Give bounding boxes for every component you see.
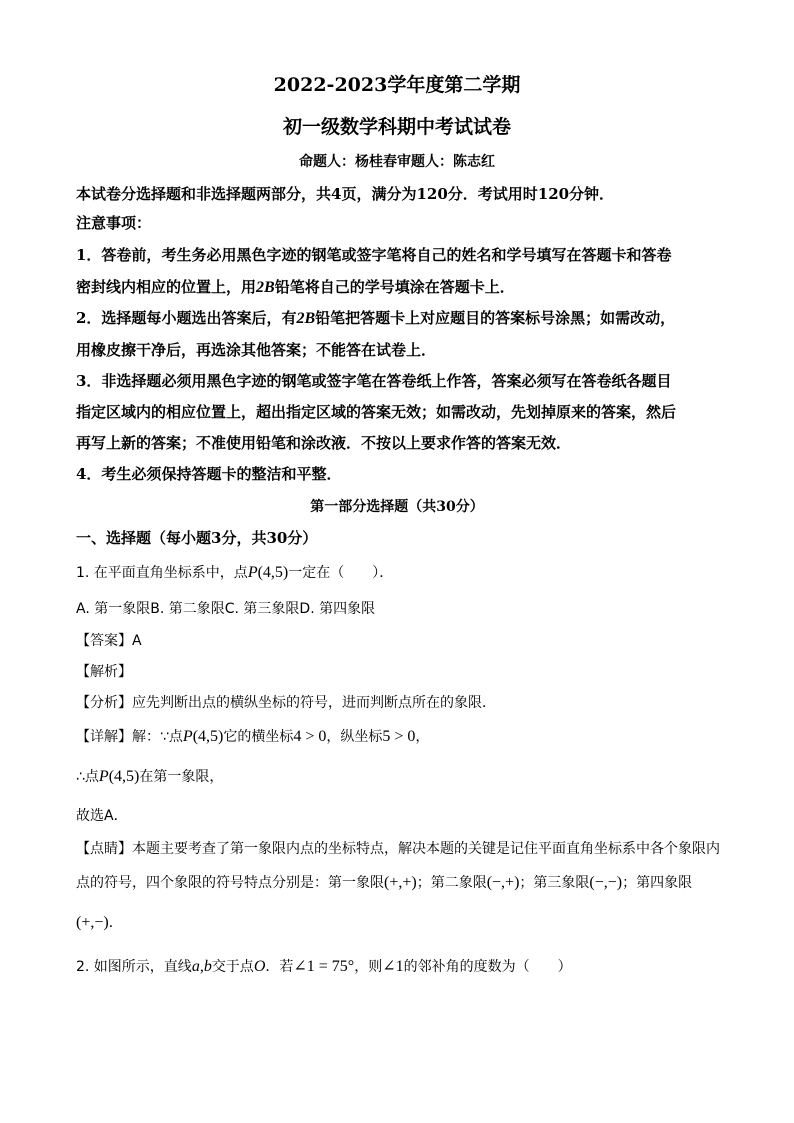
notice-item-3-line-2: 指定区域内的相应位置上，超出指定区域的答案无效；如需改动，先划掉原来的答案，然后 <box>76 403 677 421</box>
question-2-stem <box>76 956 722 976</box>
question-1-dianjing-line-2 <box>76 872 722 892</box>
analysis-tag: 【解析】 <box>76 664 132 680</box>
notice-text: 铅笔把答题卡上对应题目的答案标号涂黑；如需改动， <box>315 309 676 327</box>
question-1-dianjing-line-1 <box>76 838 722 858</box>
question-text: 一定在（ ）． <box>288 565 394 581</box>
solution-text: 它的横坐标 <box>223 729 294 745</box>
question-text: 的邻补角的度数为（ ） <box>403 959 572 975</box>
question-text: ，则 <box>354 959 383 975</box>
quadrant-sign: (+,−) <box>76 914 109 931</box>
part-one-heading: 第一部分选择题（共30分） <box>310 499 484 515</box>
notice-item-2-line-1 <box>76 307 722 328</box>
exam-title-term: 2022-2023学年度第二学期 <box>273 74 521 96</box>
angle-label: ∠1 <box>382 958 404 975</box>
answer-value: A <box>132 633 142 649</box>
intersection-point: O <box>253 958 266 975</box>
point-label: P <box>247 564 258 581</box>
solution-text: ∴点 <box>76 769 99 785</box>
exam-intro: 本试卷分选择题和非选择题两部分，共4页，满分为120分．考试用时120分钟． <box>76 185 615 203</box>
dianjing-text: 本题主要考查了第一象限内点的坐标特点，解决本题的关键是记住平面直角坐标系中各个象限内 <box>132 841 720 857</box>
solution-text: 解：∵点 <box>132 729 183 745</box>
ordinate-inequality: 5 > 0 <box>382 728 416 745</box>
pencil-grade: 2B <box>256 279 275 296</box>
notice-item-4: 4．考生必须保持答题卡的整洁和平整． <box>76 465 342 483</box>
point-coordinates: (4,5) <box>257 564 289 581</box>
dianjing-text: ；第四象限 <box>622 875 693 891</box>
question-1-choose: 故选A． <box>76 808 128 824</box>
notice-item-3-line-1: 3．非选择题必须用黑色字迹的钢笔或签字笔在答卷纸上作答，答案必须写在答卷纸各题目 <box>76 372 672 390</box>
question-1-dianjing-line-3 <box>76 912 722 932</box>
dianjing-tag: 【点睛】 <box>76 841 132 857</box>
point-label: P <box>182 728 193 745</box>
point-coordinates: (4,5) <box>108 768 140 785</box>
question-1-fenxi <box>76 692 722 712</box>
section-heading-choice: 一、选择题（每小题3分，共30分） <box>76 529 318 547</box>
solution-text: 在第一象限， <box>139 769 224 785</box>
notice-heading: 注意事项： <box>76 214 152 232</box>
abscissa-inequality: 4 > 0 <box>293 728 327 745</box>
angle-equation: ∠1 = 75° <box>293 958 355 975</box>
question-1-xiangjie <box>76 726 722 746</box>
notice-text: 2．选择题每小题选出答案后，有 <box>76 309 297 327</box>
fenxi-text: 应先判断出点的横纵坐标的符号，进而判断点所在的象限． <box>132 695 496 711</box>
notice-item-1-line-2 <box>76 276 722 297</box>
line-names: a,b <box>191 958 212 975</box>
pencil-grade: 2B <box>296 310 316 327</box>
question-1-stem <box>76 562 722 582</box>
solution-text: ，纵坐标 <box>326 729 383 745</box>
notice-item-2-line-2: 用橡皮擦干净后，再选涂其他答案；不能答在试卷上． <box>76 341 437 359</box>
quadrant-sign: (+,+) <box>384 874 417 891</box>
question-text: 1. 在平面直角坐标系中，点 <box>76 565 248 581</box>
notice-text: 铅笔将自己的学号填涂在答题卡上． <box>274 278 515 296</box>
answer-tag: 【答案】 <box>76 633 132 649</box>
dianjing-text: ． <box>108 915 123 931</box>
solution-text: ， <box>415 729 430 745</box>
exam-authors: 命题人：杨桂春审题人：陈志红 <box>299 154 495 170</box>
question-1-answer <box>76 630 722 650</box>
question-text: 2. 如图所示，直线 <box>76 959 192 975</box>
question-text: 交于点 <box>211 959 254 975</box>
notice-text: 密封线内相应的位置上，用 <box>76 278 257 296</box>
notice-item-3-line-3: 再写上新的答案；不准使用铅笔和涂改液．不按以上要求作答的答案无效． <box>76 434 572 452</box>
question-1-options: A. 第一象限B. 第二象限C. 第三象限D. 第四象限 <box>76 601 376 617</box>
question-text: ．若 <box>265 959 294 975</box>
notice-item-1-line-1: 1．答卷前，考生务必用黑色字迹的钢笔或签字笔将自己的姓名和学号填写在答题卡和答卷 <box>76 246 672 264</box>
quadrant-sign: (−,+) <box>486 874 520 891</box>
dianjing-text: ；第三象限 <box>519 875 590 891</box>
point-label: P <box>98 768 109 785</box>
xiangjie-tag: 【详解】 <box>76 729 132 745</box>
question-1-conclusion <box>76 766 722 786</box>
fenxi-tag: 【分析】 <box>76 695 132 711</box>
dianjing-text: ；第二象限 <box>416 875 487 891</box>
point-coordinates: (4,5) <box>192 728 224 745</box>
quadrant-sign: (−,−) <box>589 874 623 891</box>
exam-title-subject: 初一级数学科期中考试试卷 <box>282 116 511 138</box>
dianjing-text: 点的符号，四个象限的符号特点分别是：第一象限 <box>76 875 384 891</box>
